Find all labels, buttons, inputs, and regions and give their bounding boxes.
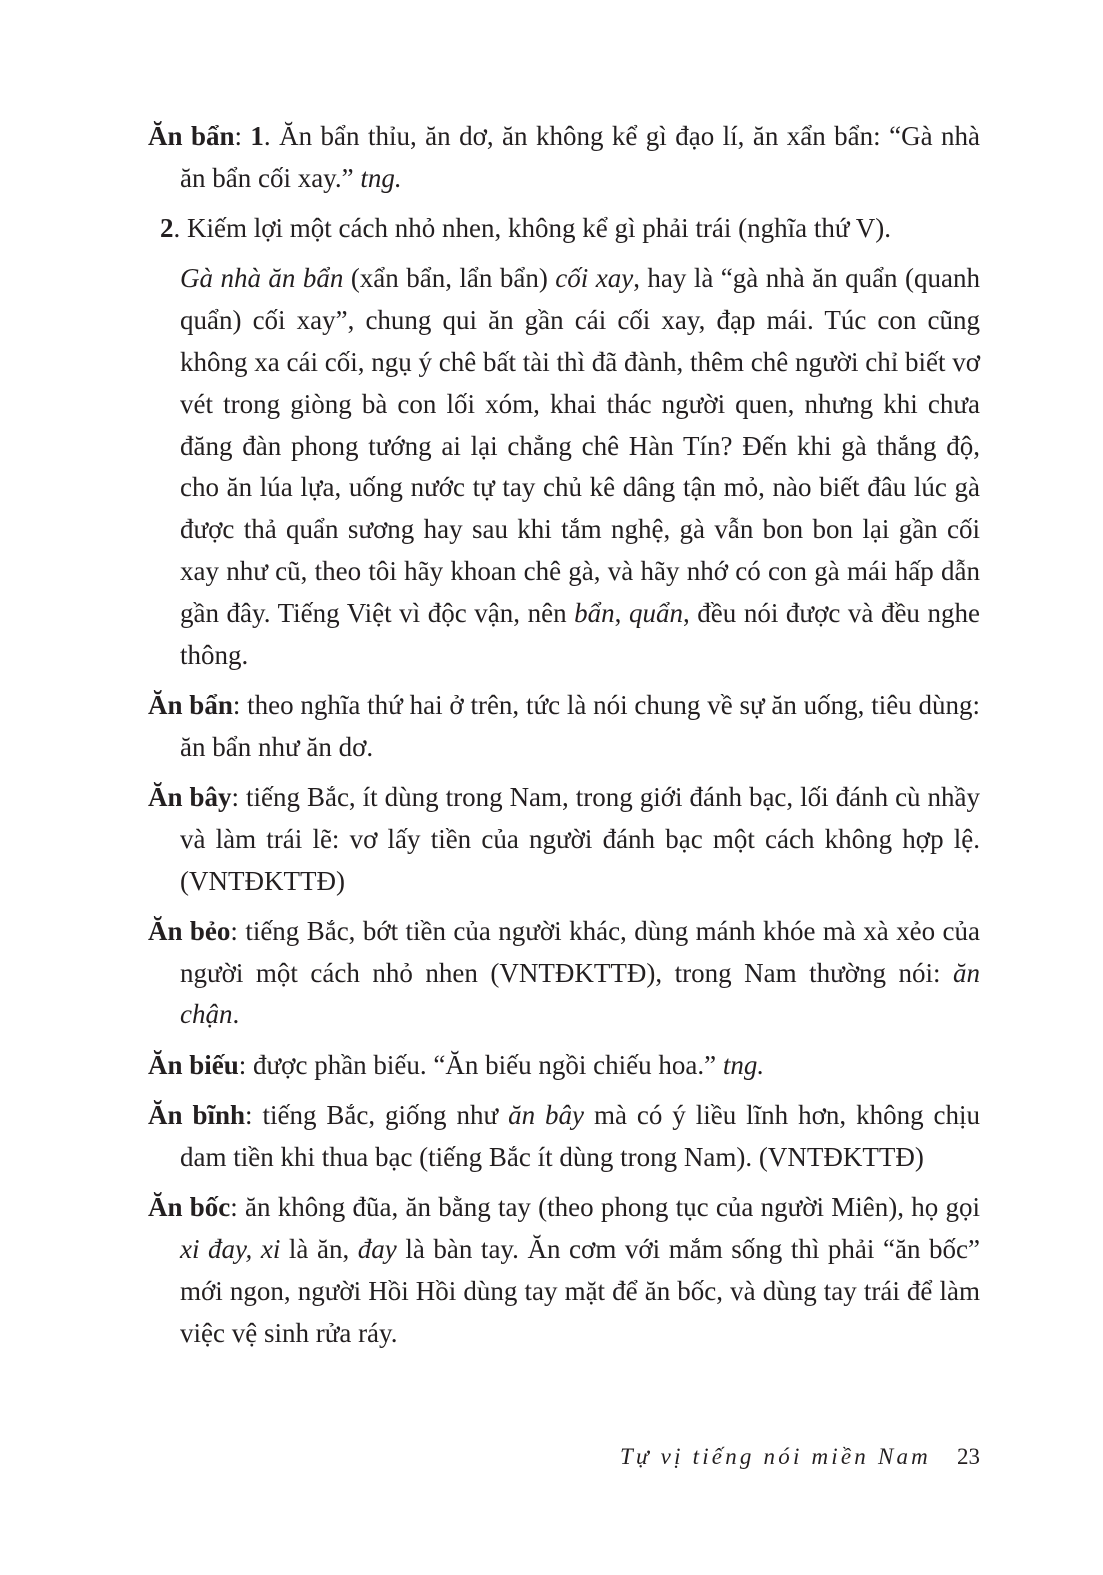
dictionary-page-body xyxy=(148,116,980,1363)
entry-text: : được phần biếu. “Ăn biếu ngồi chiếu hoa.” xyxy=(238,1049,723,1080)
headword: Ăn bây xyxy=(148,781,232,812)
italic-text: tng. xyxy=(722,1049,765,1080)
entry-text: : xyxy=(234,121,251,151)
headword: Ăn bẻo xyxy=(148,915,231,946)
entry-text: . Kiếm lợi một cách nhỏ nhen, không kể gì phải trái (nghĩa thứ V). xyxy=(173,213,892,244)
headword: Ăn bốc xyxy=(148,1192,231,1223)
headword: Ăn bĩnh xyxy=(148,1100,246,1131)
dictionary-entry xyxy=(148,116,980,200)
entry-text: : tiếng Bắc, ít dùng trong Nam, trong giới đánh bạc, lối đánh cù nhầy và làm trái lẽ: vơ lấy tiền của người đánh bạc một cách không hợp lệ. (VNTĐKTTĐ) xyxy=(180,781,981,896)
dictionary-entry xyxy=(148,685,980,769)
entry-text: . Ăn bẩn thỉu, ăn dơ, ăn không kể gì đạo lí, ăn xẩn bẩn: “Gà nhà ăn bẩn cối xay.” xyxy=(180,121,980,193)
entry-text: , hay là “gà nhà ăn quẩn (quanh quẩn) cối xay”, chung qui ăn gần cái cối xay, đạp mái. Túc con cũng không xa cái cối, ngụ ý chê bất tài thì đã đành, thêm chê người chỉ biết vơ vét trong giòng bà con lối xóm, khai thác người quen, nhưng khi chưa đăng đàn phong tướng ai lại chẳng chê Hàn Tín? Đến khi gà thắng độ, cho ăn lúa lựa, uống nước tự tay chủ kê dâng tận mỏ, nào biết đâu lúc gà được thả quẩn sương hay sau khi tắm nghệ, gà vẫn bon bon lại gần cối xay như cũ, theo tôi hãy khoan chê gà, và hãy nhớ có con gà mái hấp dẫn gần đây. Tiếng Việt vì độc vận, nên xyxy=(180,263,980,628)
italic-text: Gà nhà ăn bẩn xyxy=(180,263,344,294)
headword: 1 xyxy=(250,121,264,151)
entry-text: . xyxy=(232,999,240,1030)
dictionary-entry xyxy=(148,1187,980,1354)
dictionary-entry xyxy=(148,911,980,1036)
entry-text: mà có ý liều lĩnh hơn, không chịu dam tiền khi thua bạc (tiếng Bắc ít dùng trong Nam). (VNTĐKTTĐ) xyxy=(180,1100,981,1172)
entry-text: : tiếng Bắc, giống như xyxy=(245,1100,509,1131)
dictionary-entry xyxy=(148,1045,980,1087)
italic-text: quẩn xyxy=(628,597,683,628)
entry-sense xyxy=(148,208,980,250)
italic-text: xi đay, xi xyxy=(180,1233,281,1264)
entry-text: là ăn, xyxy=(280,1233,358,1264)
italic-text: đay xyxy=(357,1233,397,1264)
page-footer xyxy=(620,1444,980,1470)
entry-commentary xyxy=(148,258,980,676)
entry-text: , xyxy=(614,597,629,628)
headword: Ăn bẩn xyxy=(148,689,233,720)
running-title: Tự vị tiếng nói miền Nam xyxy=(619,1444,931,1469)
entry-text: : tiếng Bắc, bớt tiền của người khác, dùng mánh khóe mà xà xẻo của người một cách nhỏ nhen (VNTĐKTTĐ), trong Nam thường nói: xyxy=(180,915,980,988)
italic-text: bẩn xyxy=(574,597,615,628)
entry-text: , đều nói được và đều nghe thông. xyxy=(180,597,980,670)
headword: Ăn biếu xyxy=(148,1049,239,1080)
entry-text: là bàn tay. Ăn cơm với mắm sống thì phải “ăn bốc” mới ngon, người Hồi Hồi dùng tay mặt để ăn bốc, và dùng tay trái để làm việc vệ sinh rửa ráy. xyxy=(180,1233,980,1348)
dictionary-entry xyxy=(148,1095,980,1179)
headword: Ăn bẩn xyxy=(148,121,235,151)
entry-text: : theo nghĩa thứ hai ở trên, tức là nói chung về sự ăn uống, tiêu dùng: ăn bẩn như ăn dơ. xyxy=(180,689,980,762)
entry-text: : ăn không đũa, ăn bằng tay (theo phong tục của người Miên), họ gọi xyxy=(230,1192,980,1223)
dictionary-entry xyxy=(148,777,980,902)
italic-text: ăn chận xyxy=(180,957,980,1030)
italic-text: tng. xyxy=(360,162,402,193)
headword: 2 xyxy=(160,213,174,244)
italic-text: ăn bây xyxy=(508,1100,585,1131)
italic-text: cối xay xyxy=(555,263,634,294)
entry-text: (xẩn bẩn, lẩn bẩn) xyxy=(343,263,556,294)
page-number: 23 xyxy=(957,1444,980,1469)
